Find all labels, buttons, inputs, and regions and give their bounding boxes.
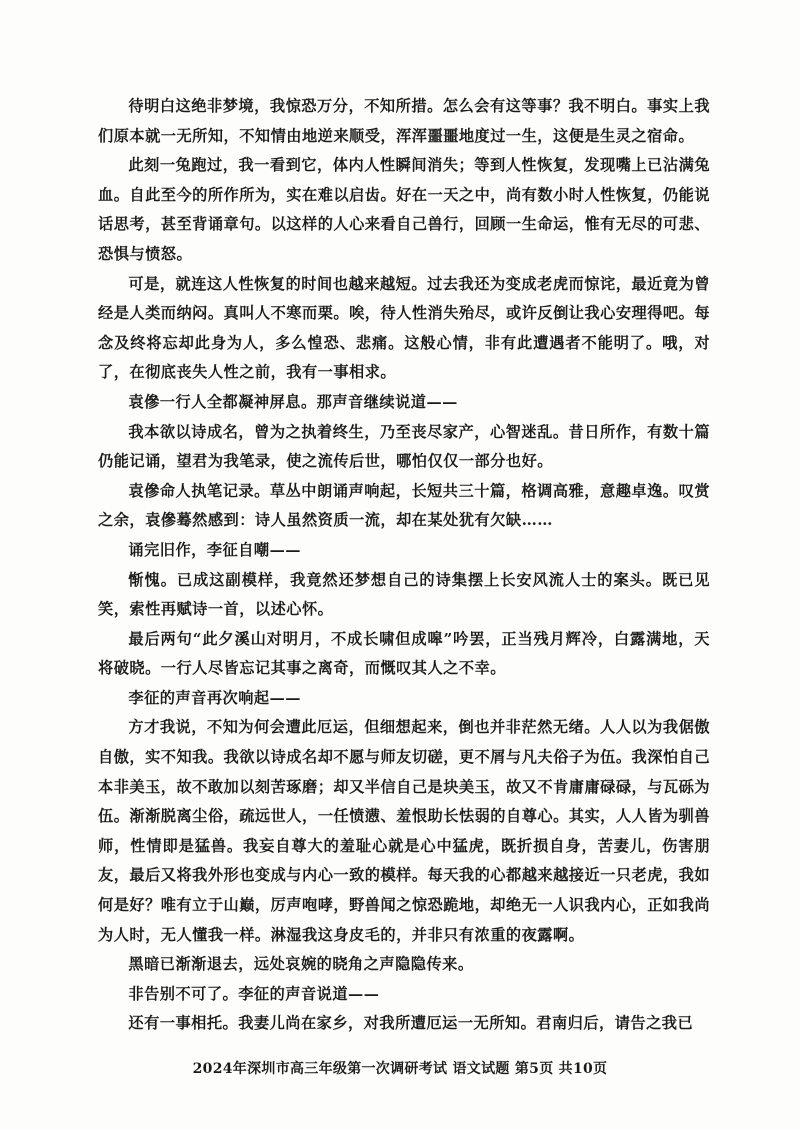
- paragraph: 最后两句“此夕溪山对明月，不成长啸但成嗥”吟罢，正当残月辉冷，白露满地，天将破晓。一行人尽皆忘记其事之离奇，而慨叹其人之不幸。: [98, 629, 710, 678]
- passage-body: [98, 92, 710, 1039]
- paragraph: 黑暗已渐渐退去，远处哀婉的晓角之声隐隐传来。: [128, 955, 474, 974]
- paragraph: 可是，就连这人性恢复的时间也越来越短。过去我还为变成老虎而惊诧，最近竟为曾经是人类而纳闷。真叫人不寒而栗。唉，待人性消失殆尽，或许反倒让我心安理得吧。每念及终将忘却此身为人，多么惶恐、悲痛。这般心情，非有此遭遇者不能明了。哦，对了，在彻底丧失人性之前，我有一事相求。: [98, 274, 710, 382]
- paragraph: 方才我说，不知为何会遭此厄运，但细想起来，倒也并非茫然无绪。人人以为我倨傲自傲，实不知我。我欲以诗成名却不愿与师友切磋，更不屑与凡夫俗子为伍。我深怕自己本非美玉，故不敢加以刻苦琢磨；却又半信自己是块美玉，故又不肯庸庸碌碌，与瓦砾为伍。渐渐脱离尘俗，疏远世人，一任愤懑、羞恨助长怯弱的自尊心。其实，人人皆为驯兽师，性情即是猛兽。我妄自尊大的羞耻心就是心中猛虎，既折损自身，苦妻儿，伤害朋友，最后又将我外形也变成与内心一致的模样。每天我的心都越来越接近一只老虎，我如何是好？唯有立于山巅，厉声咆哮，野兽闻之惊恐跪地，却绝无一人识我内心，正如我尚为人时，无人懂我一样。淋湿我这身皮毛的，并非只有浓重的夜露啊。: [98, 718, 710, 944]
- paragraph: 此刻一兔跑过，我一看到它，体内人性瞬间消失；等到人性恢复，发现嘴上已沾满兔血。自此至今的所作所为，实在难以启齿。好在一天之中，尚有数小时人性恢复，仍能说话思考，甚至背诵章句。以这样的人心来看自己兽行，回顾一生命运，惟有无尽的可悲、恐惧与愤怒。: [98, 156, 710, 263]
- paragraph: 李征的声音再次响起——: [128, 688, 301, 707]
- paragraph: 袁傪命人执笔记录。草丛中朗诵声响起，长短共三十篇，格调高雅，意趣卓逸。叹赏之余，袁傪蓦然感到：诗人虽然资质一流，却在某处犹有欠缺……: [98, 481, 710, 530]
- paragraph: 非告别不可了。李征的声音说道——: [128, 984, 380, 1003]
- paragraph: 袁傪一行人全都凝神屏息。那声音继续说道——: [128, 392, 458, 411]
- paragraph: 惭愧。已成这副模样，我竟然还梦想自己的诗集摆上长安风流人士的案头。既已见笑，索性再赋诗一首，以述心怀。: [98, 570, 710, 619]
- paragraph: 还有一事相托。我妻儿尚在家乡，对我所遭厄运一无所知。君南归后，请告之我已: [128, 1014, 694, 1033]
- paragraph: 诵完旧作，李征自嘲——: [128, 540, 301, 559]
- paragraph: 我本欲以诗成名，曾为之执着终生，乃至丧尽家产，心智迷乱。昔日所作，有数十篇仍能记诵，望君为我笔录，使之流传后世，哪怕仅仅一部分也好。: [98, 422, 710, 471]
- paragraph: 待明白这绝非梦境，我惊恐万分，不知所措。怎么会有这等事？我不明白。事实上我们原本就一无所知，不知情由地逆来顺受，浑浑噩噩地度过一生，这便是生灵之宿命。: [98, 97, 710, 145]
- page-footer: 2024年深圳市高三年级第一次调研考试 语文试题 第5页 共10页: [192, 1061, 608, 1077]
